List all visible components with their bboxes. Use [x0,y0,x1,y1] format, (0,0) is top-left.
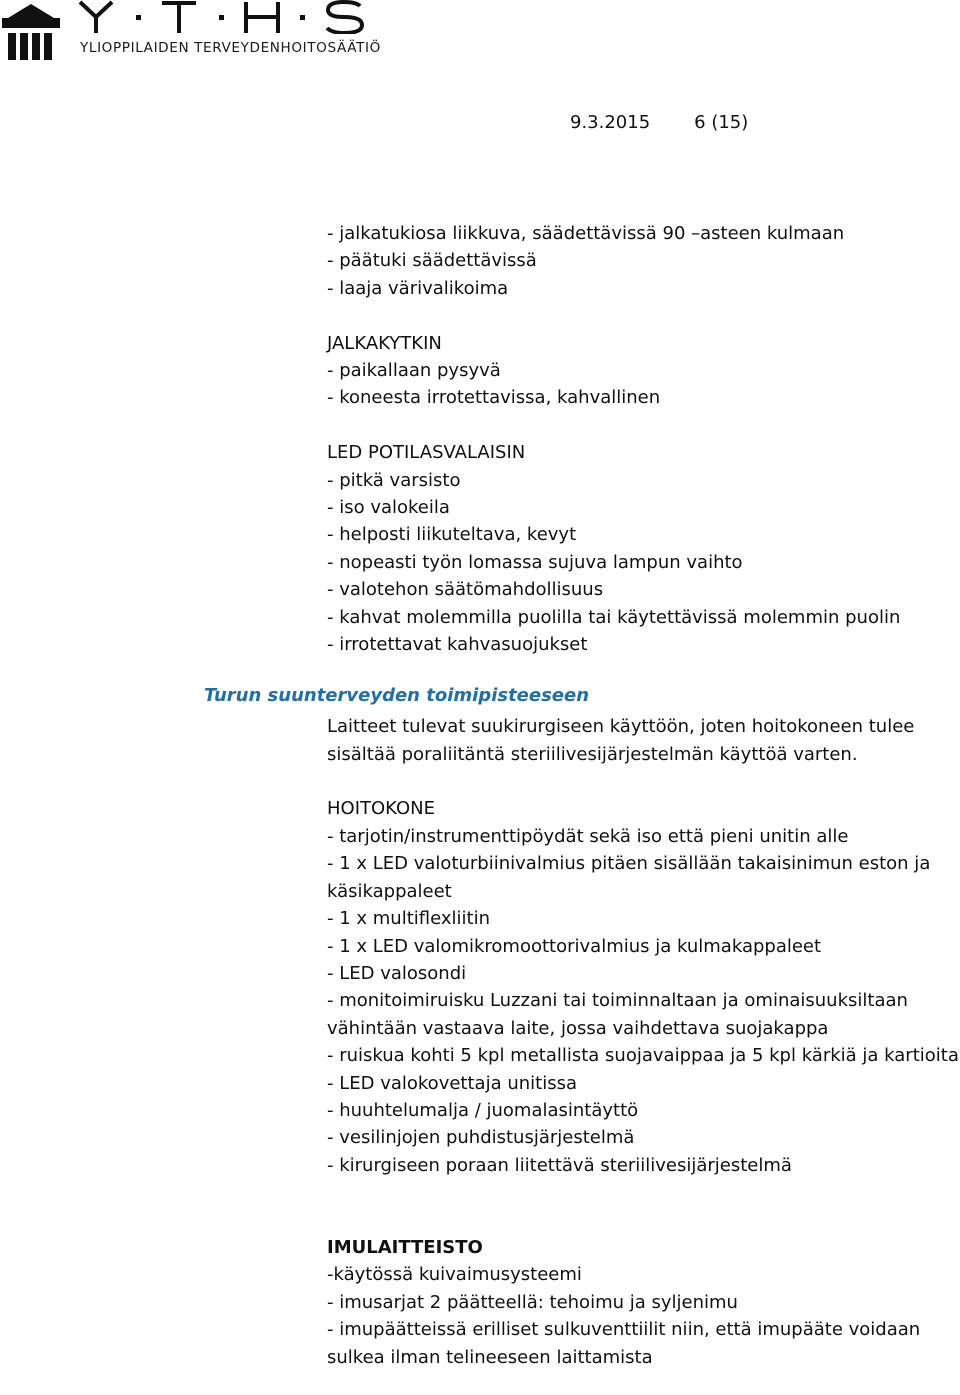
list-item: - huuhtelumalja / juomalasintäyttö [327,1099,639,1121]
list-item: - ruiskua kohti 5 kpl metallista suojavaippaa ja 5 kpl kärkiä ja kartioita [327,1045,959,1067]
list-item: - koneesta irrotettavissa, kahvallinen [327,387,661,409]
section-heading: IMULAITTEISTO [327,1236,483,1258]
list-item: - paikallaan pysyvä [327,360,501,382]
document-body [327,220,959,1371]
section-jalkakytkin [327,330,959,412]
list-item: - kahvat molemmilla puolilla tai käytettävissä molemmin puolin [327,606,901,628]
list-item: - imusarjat 2 päätteellä: tehoimu ja syljenimu [327,1291,738,1313]
section-heading: LED POTILASVALAISIN [327,442,526,464]
list-item: - pitkä varsisto [327,469,461,491]
list-item: - monitoimiruisku Luzzani tai toiminnaltaan ja ominaisuuksiltaan [327,990,908,1012]
yths-logo [0,0,380,66]
list-item: - 1 x LED valomikromoottorivalmius ja kulmakappaleet [327,935,822,957]
list-item: - valotehon säätömahdollisuus [327,579,604,601]
list-item: -käytössä kuivaimusysteemi [327,1264,582,1286]
section-potilasvalaisin [327,439,959,658]
list-item: - LED valosondi [327,962,467,984]
list-item: - jalkatukiosa liikkuva, säädettävissä 90 –asteen kulmaan [327,223,845,244]
list-item: käsikappaleet [327,880,452,902]
feature-list-chair [327,220,959,302]
list-item: - LED valokovettaja unitissa [327,1072,577,1094]
list-item: - nopeasti työn lomassa sujuva lampun vaihto [327,551,743,573]
yths-wordmark [78,0,368,34]
list-item: - helposti liikuteltava, kevyt [327,524,577,546]
paragraph-line: sisältää poraliitäntä steriilivesijärjestelmän käyttöä varten. [327,743,858,765]
column-logo-icon [2,4,60,60]
list-item: - 1 x multiflexliitin [327,908,490,930]
list-item: sulkea ilman telineeseen laittamista [327,1346,653,1368]
section-title: Turun suunterveyden toimipisteeseen [204,685,590,706]
list-item: - laaja värivalikoima [327,277,509,299]
logo-subtitle: YLIOPPILAIDEN TERVEYDENHOITOSÄÄTIÖ [80,40,381,56]
list-item: - tarjotin/instrumenttipöydät sekä iso että pieni unitin alle [327,825,849,847]
list-item: - imupäätteissä erilliset sulkuventtiilit niin, että imupääte voidaan [327,1319,921,1341]
list-item: - vesilinjojen puhdistusjärjestelmä [327,1127,635,1149]
list-item: - kirurgiseen poraan liitettävä steriilivesijärjestelmä [327,1154,792,1176]
intro-paragraph [327,713,959,768]
section-imulaitteisto [327,1234,959,1371]
list-item: - irrotettavat kahvasuojukset [327,634,588,656]
paragraph-line: Laitteet tulevat suukirurgiseen käyttöön, joten hoitokoneen tulee [327,716,915,738]
list-item: - päätuki säädettävissä [327,250,537,272]
document-date: 9.3.2015 [570,112,651,133]
list-item: - 1 x LED valoturbiinivalmius pitäen sisällään takaisinimun eston ja [327,853,931,875]
page-number: 6 (15) [694,112,749,133]
list-item: - iso valokeila [327,497,450,519]
page-header [570,112,748,133]
section-heading: HOITOKONE [327,798,435,820]
list-item: vähintään vastaava laite, jossa vaihdettava suojakappa [327,1017,829,1039]
section-heading: JALKAKYTKIN [327,332,442,354]
section-hoitokone [327,795,959,1179]
